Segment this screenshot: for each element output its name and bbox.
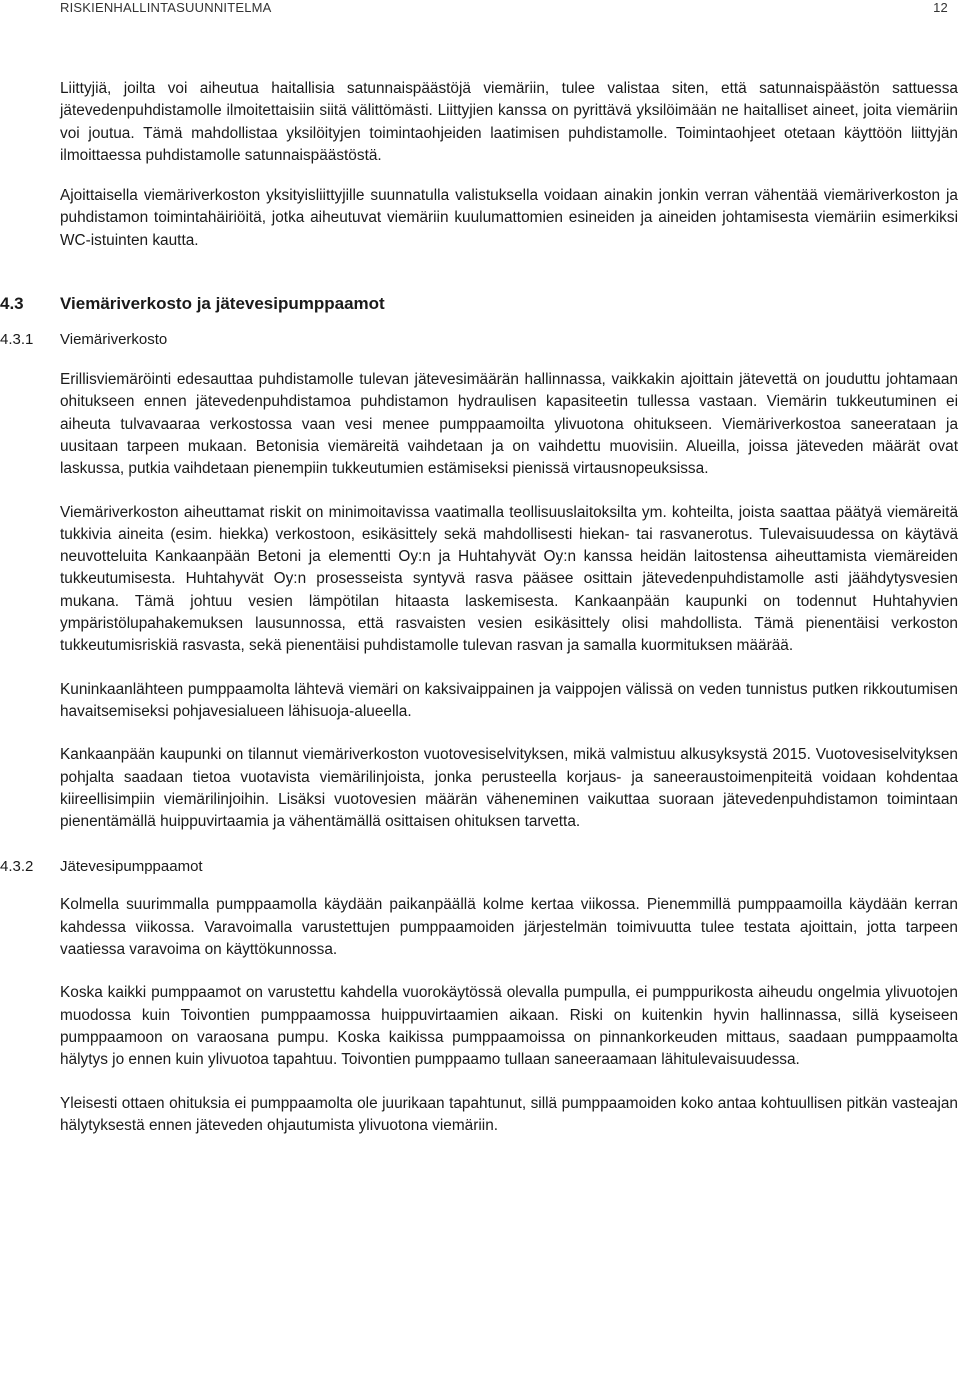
subsection-heading-pumping-stations [0,856,898,878]
document-title: RISKIENHALLINTASUUNNITELMA [60,0,272,15]
subsection-title: Jätevesipumppaamot [60,858,203,876]
subsection-number: 4.3.2 [0,858,34,876]
subsection-heading-sewer-network [0,329,898,351]
document-body [0,78,958,1137]
paragraph-separate-sewerage: Erillisviemäröinti edesauttaa puhdistamolle tulevan jätevesimäärän hallinnassa, vaikkakin ajoittain jätevettä on jouduttu johtamaan ohitukseen ennen jätevedenpuhdistamoa puhdistamon hydraulisen kapasiteetin tullessa vastaan. Viemärin tukkeutuminen ei aiheuta tulvavaaraa verkostossa vaan vesi menee pumppaamoilta ylivuotona ohitukseen. Viemäriverkostoa saneerataan ja uusitaan tarpeen mukaan. Betonisia viemäreitä vaihdetaan ja on vaihdettu muovisiin. Alueilla, joissa jäteveden määrät ovat laskussa, putkia vaihdetaan pienempiin tukkeutumien estämiseksi pienissä virtausnopeuksissa. [60,371,958,478]
section-heading [0,293,898,315]
subsection-number: 4.3.1 [0,331,34,349]
paragraph-pump-redundancy: Koska kaikki pumppaamot on varustettu kahdella vuorokäytössä olevalla pumpulla, ei pumppurikosta aiheudu ongelmia ylivuotojen muodossa kuin Toivontien pumppaamossa huippuvirtaamien aikaan. Riski on kuitenkin hyvin hallinnassa, sillä kyseiseen pumppaamoon on varaosana pumpu. Koska kaikissa pumppaamoissa on pinnankorkeuden mittaus, saadaan pumppaamolta hälytys jo ennen kuin ylivuotoa tapahtuu. Toivontien pumppaamo tullaan saneeraamaan lähitulevaisuudessa. [60,984,958,1069]
paragraph-bypass-history: Yleisesti ottaen ohituksia ei pumppaamolta ole juurikaan tapahtunut, sillä pumppaamoiden koko antaa kohtuullisen pitkän vasteajan hälytyksestä ennen jäteveden ohjautumista ylivuotona viemäriin. [60,1094,958,1134]
paragraph-inspection-frequency: Kolmella suurimmalla pumppaamolla käydään paikanpäällä kolme kertaa viikossa. Pienemmillä pumppaamoilla käydään kerran kahdessa viikossa. Varavoimalla varustettujen pumppaamoiden järjestelmän toimivuutta tulee testata ajoittain, jotta tarpeen vaatiessa varavoima on käyttökunnossa. [60,896,958,959]
paragraph-leakage-survey: Kankaanpään kaupunki on tilannut viemäriverkoston vuotovesiselvityksen, mikä valmistuu alkusyksystä 2015. Vuotovesiselvityksen pohjalta saadaan tietoa vuotavista viemärilinjoista, jonka perusteella korjaus- ja saneeraustoimenpiteitä voidaan kohdentaa kiireellisimpiin viemärilinjoihin. Lisäksi vuotovesien määrän väheneminen vaikuttaa suoraan jätevedenpuhdistamon toimintaan pienentämällä huippuvirtaamia ja vähentämällä osittaisen ohituksen tarvetta. [60,746,958,831]
paragraph-network-risks: Viemäriverkoston aiheuttamat riskit on minimoitavissa vaatimalla teollisuuslaitoksilta ym. kohteilta, joista saattaa päätyä viemäreitä tukkivia aineita (esim. hiekka) verkostoon, esikäsittely sekä mahdollisesti hiekan- tai rasvanerotus. Tulevaisuudessa on käytävä neuvotteluita Kankaanpään Betoni ja elementti Oy:n ja Huhtahyvät Oy:n kanssa heidän laitostensa aiheuttamista viemäreiden tukkeutumisesta. Huhtahyvät Oy:n prosesseista syntyvä rasva pääsee osittain jätevedenpuhdistamolle asti jäähdytysvesien mukana. Tämä johtuu vesien lämpötilan hitaasta laskemisesta. Kankaanpään kaupunki on todennut Huhtahyvien ympäristölupahakemuksen lausunnossa, että rasvaisten vesien esikäsittely olisi mahdollista. Tämä pienentäisi verkoston tukkeutumisriskiä rasvasta, sekä pienentäisi puhdistamolle tulevan rasvan ja samalla kuormituksen määrää. [60,503,958,655]
section-title: Viemäriverkosto ja jätevesipumppaamot [60,294,385,314]
paragraph-connectors-guidance: Liittyjiä, joilta voi aiheutua haitallisia satunnaispäästöjä viemäriin, tulee valistaa siten, että satunnaispäästön sattuessa jätevedenpuhdistamolle ilmoitettaisiin siitä välittömästi. Liittyjien kanssa on pyrittävä yksilöimään ne haitalliset aineet, joita viemäriin voi joutua. Tämä mahdollistaa yksilöityjen toimintaohjeiden laatimisen puhdistamolle. Toimintaohjeet otetaan käyttöön liittyjän ilmoittaessa puhdistamolle satunnaispäästöstä. [60,80,958,164]
paragraph-double-walled-sewer: Kuninkaanlähteen pumppaamolta lähtevä viemäri on kaksivaippainen ja vaippojen välissä on veden tunnistus putken rikkoutumisen havaitsemiseksi pohjavesialueen lähisuoja-alueella. [60,680,958,720]
subsection-title: Viemäriverkosto [60,331,168,349]
paragraph-periodic-guidance: Ajoittaisella viemäriverkoston yksityisliittyjille suunnatulla valistuksella voidaan ainakin jonkin verran vähentää viemäriverkoston ja puhdistamon toimintahäiriöitä, jotka aiheutuvat viemäriin kuulumattomien esineiden ja aineiden johtamisesta viemäriin esimerkiksi WC-istuinten kautta. [60,187,958,249]
section-number: 4.3 [0,294,24,314]
page-header [60,0,948,22]
page-number: 12 [933,0,948,15]
